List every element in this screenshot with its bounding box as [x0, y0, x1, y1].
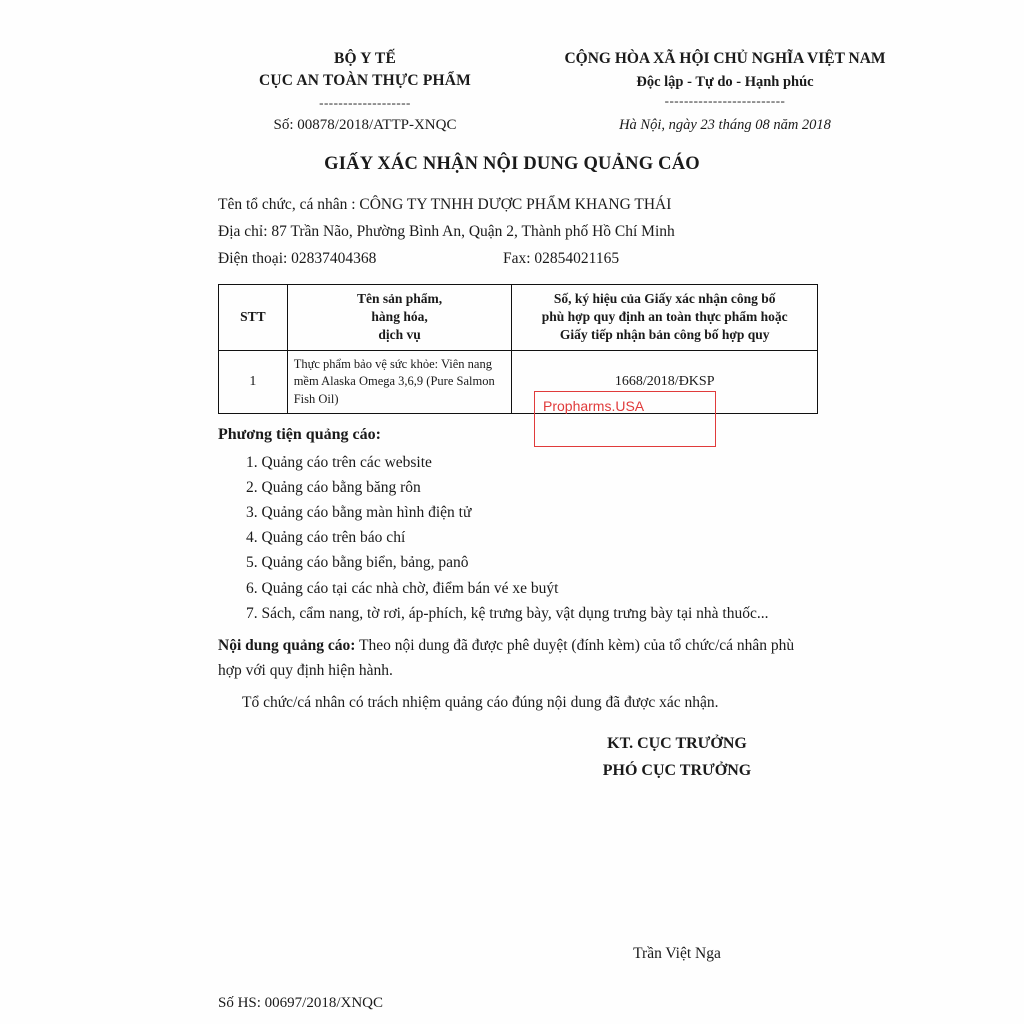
nation-line-1: CỘNG HÒA XÃ HỘI CHỦ NGHĨA VIỆT NAM [564, 50, 886, 67]
column-header-product-line-2: hàng hóa, [371, 309, 428, 325]
signature-title-line-1: KT. CỤC TRƯỞNG [607, 735, 747, 753]
column-header-product [287, 284, 512, 350]
table-header-row [219, 284, 818, 350]
column-header-product-line-3: dịch vụ [378, 327, 421, 343]
header-left-block [215, 48, 515, 134]
list-item: 7. Sách, cẩm nang, tờ rơi, áp-phích, kệ trưng bày, vật dụng trưng bày tại nhà thuốc... [246, 604, 769, 622]
column-header-number-line-2: phù hợp quy định an toàn thực phẩm hoặc [541, 309, 788, 325]
column-header-certificate-number [512, 284, 818, 350]
advertising-means-list [0, 450, 1024, 626]
list-item: 6. Quảng cáo tại các nhà chờ, điểm bán vé xe buýt [246, 579, 559, 597]
signer-name: Trần Việt Nga [633, 944, 721, 962]
advertising-means-label: Phương tiện quảng cáo: [218, 426, 381, 444]
organization-phone: Điện thoại: 02837404368 [218, 250, 377, 268]
list-item: 4. Quảng cáo trên báo chí [246, 529, 406, 547]
header-right-block [545, 48, 905, 134]
divider-dashes-right: ------------------------- [664, 93, 786, 109]
cell-stt: 1 [219, 350, 288, 414]
document-header [0, 0, 1024, 134]
ministry-line-2: CỤC AN TOÀN THỰC PHẨM [258, 72, 472, 90]
responsibility-paragraph: Tổ chức/cá nhân có trách nhiệm quảng cáo đúng nội dung đã được xác nhận. [242, 694, 719, 712]
column-header-product-line-1: Tên sản phẩm, [356, 290, 443, 306]
column-header-number-line-3: Giấy tiếp nhận bản công bố hợp quy [559, 327, 770, 343]
list-item: 3. Quảng cáo bằng màn hình điện tử [246, 504, 472, 522]
list-item: 1. Quảng cáo trên các website [246, 454, 432, 472]
advertising-content-text: Theo nội dung đã được phê duyệt (đính kèm) của tổ chức/cá nhân phù hợp với quy định hiện hành. [218, 636, 795, 679]
place-and-date: Hà Nội, ngày 23 tháng 08 năm 2018 [619, 117, 831, 134]
divider-dashes-left: ------------------- [319, 94, 411, 110]
cell-product: Thực phẩm bảo vệ sức khỏe: Viên nang mềm Alaska Omega 3,6,9 (Pure Salmon Fish Oil) [287, 350, 512, 414]
ministry-line-1: BỘ Y TẾ [334, 50, 396, 67]
column-header-stt: STT [219, 284, 288, 350]
nation-line-2: Độc lập - Tự do - Hạnh phúc [636, 74, 814, 91]
watermark-text: Propharms.USA [543, 398, 645, 414]
organization-address: Địa chỉ: 87 Trần Não, Phường Bình An, Quận 2, Thành phố Hồ Chí Minh [218, 223, 675, 241]
table-row [219, 350, 818, 414]
advertising-content-label: Nội dung quảng cáo: [218, 636, 356, 654]
document-number: Số: 00878/2018/ATTP-XNQC [273, 116, 457, 133]
product-table [218, 284, 818, 414]
page-title: GIẤY XÁC NHẬN NỘI DUNG QUẢNG CÁO [324, 154, 700, 175]
advertising-content-paragraph [218, 634, 819, 684]
signature-title-line-2: PHÓ CỤC TRƯỞNG [602, 762, 752, 780]
column-header-number-line-1: Số, ký hiệu của Giấy xác nhận công bố [553, 290, 776, 306]
list-item: 5. Quảng cáo bằng biển, bảng, panô [246, 554, 469, 572]
watermark-box [534, 391, 716, 447]
organization-contact [218, 247, 819, 272]
list-item: 2. Quảng cáo bằng băng rôn [246, 479, 421, 497]
applicant-info [218, 193, 819, 271]
organization-fax: Fax: 02854021165 [503, 250, 620, 268]
file-number: Số HS: 00697/2018/XNQC [218, 995, 384, 1011]
cell-certificate-number: 1668/2018/ĐKSP [512, 350, 818, 414]
signature-block [330, 730, 1024, 784]
organization-name: Tên tổ chức, cá nhân : CÔNG TY TNHH DƯỢC PHẨM KHANG THÁI [218, 196, 672, 214]
